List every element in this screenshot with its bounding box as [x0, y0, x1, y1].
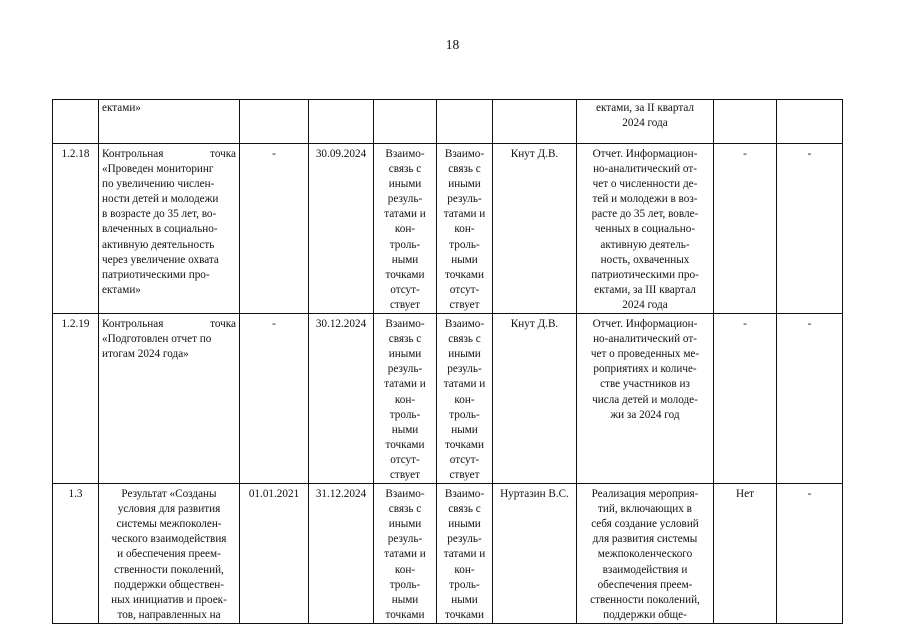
- measure-name-line: ектами»: [102, 283, 141, 296]
- successor-line: иными: [448, 178, 481, 191]
- predecessor-line: резуль-: [387, 363, 423, 376]
- predecessor-line: Взаимо-: [385, 488, 425, 501]
- predecessor-line: Взаимо-: [385, 318, 425, 331]
- row-number: 1.2.18: [53, 144, 99, 314]
- successor-line: точками: [445, 608, 484, 621]
- predecessor-line: татами и: [384, 208, 426, 221]
- result-description: [577, 144, 714, 314]
- measure-name-first-line: [102, 317, 236, 332]
- indicator-cell: -: [714, 314, 777, 484]
- successor-line: кон-: [454, 393, 475, 406]
- result-line: тей и молодежи в воз-: [592, 193, 698, 206]
- successor-line: отсут-: [449, 283, 480, 296]
- successor-line: резуль-: [447, 533, 482, 546]
- successor-line: ствует: [449, 468, 480, 481]
- start-date: -: [240, 144, 309, 314]
- measure-name-line: по увеличению числен-: [102, 178, 215, 191]
- successor-line: ными: [451, 253, 478, 266]
- result-line: ектами, за III квартал: [594, 283, 696, 296]
- predecessor-line: точками: [385, 438, 425, 451]
- predecessor-line: связь с: [388, 163, 422, 176]
- predecessor-line: точками: [385, 268, 425, 281]
- successor-line: татами и: [443, 548, 486, 561]
- table-row: [53, 144, 843, 314]
- predecessor-line: троль-: [389, 578, 421, 591]
- responsible-person: Нуртазин В.С.: [493, 484, 577, 624]
- successor-link: [437, 314, 493, 484]
- predecessor-line: татами и: [384, 548, 426, 561]
- measure-name: [99, 314, 240, 484]
- measure-name-line: ектами»: [102, 102, 141, 114]
- result-description: [577, 484, 714, 624]
- indicator-cell: -: [714, 144, 777, 314]
- predecessor-link: [374, 314, 437, 484]
- result-line: ность, охваченных: [600, 253, 690, 266]
- result-line: себя создание условий: [591, 518, 699, 531]
- measure-name-line: «Подготовлен отчет по: [102, 333, 212, 346]
- successor-line: троль-: [449, 408, 480, 421]
- measure-name-line: через увеличение охвата: [102, 253, 219, 266]
- measure-name: [99, 100, 240, 144]
- result-line: для развития системы: [592, 533, 698, 546]
- predecessor-line: троль-: [389, 238, 421, 251]
- predecessor-line: Взаимо-: [385, 148, 425, 160]
- successor-line: точками: [445, 438, 484, 451]
- predecessor-line: иными: [388, 178, 422, 191]
- table-row: [53, 484, 843, 624]
- successor-line: связь с: [448, 503, 481, 516]
- predecessor-line: связь с: [388, 503, 422, 516]
- control-points-table: [52, 99, 843, 624]
- predecessor-link: [374, 100, 437, 144]
- responsible-person: Кнут Д.В.: [493, 144, 577, 314]
- measure-name-line: системы межпоколен-: [116, 518, 222, 531]
- predecessor-line: резуль-: [387, 533, 423, 546]
- result-line: обеспечения преем-: [597, 578, 693, 591]
- predecessor-line: отсут-: [390, 453, 420, 466]
- result-line: ченных в социально-: [594, 223, 696, 236]
- successor-line: татами и: [443, 378, 486, 391]
- measure-name-line: Результат «Созданы: [121, 488, 217, 501]
- result-line: жи за 2024 год: [610, 408, 680, 421]
- start-date: [240, 100, 309, 144]
- successor-line: ствует: [449, 298, 480, 311]
- measure-name-line: ческого взаимодействия: [111, 533, 227, 546]
- measure-name-word: Контрольная: [102, 318, 164, 331]
- measure-name-line: итогам 2024 года»: [102, 348, 189, 361]
- result-description: [577, 314, 714, 484]
- predecessor-line: кон-: [394, 393, 416, 406]
- successor-line: троль-: [449, 238, 480, 251]
- responsible-person: Кнут Д.В.: [493, 314, 577, 484]
- predecessor-line: связь с: [388, 333, 422, 346]
- measure-name-line: активную деятельность: [102, 238, 215, 251]
- table-row: [53, 100, 843, 144]
- predecessor-line: ными: [391, 253, 419, 266]
- result-line: но-аналитический от-: [593, 333, 697, 346]
- start-date: 01.01.2021: [240, 484, 309, 624]
- row-number: 1.2.19: [53, 314, 99, 484]
- result-line: 2024 года: [622, 298, 668, 311]
- successor-line: ными: [451, 423, 478, 436]
- successor-line: иными: [448, 518, 481, 531]
- measure-name-word: точка: [210, 148, 236, 160]
- predecessor-line: резуль-: [387, 193, 423, 206]
- successor-line: кон-: [454, 223, 475, 236]
- end-date: 30.12.2024: [309, 314, 374, 484]
- measure-name-first-line: [102, 147, 236, 162]
- successor-link: [437, 144, 493, 314]
- successor-link: [437, 100, 493, 144]
- successor-line: связь с: [448, 163, 481, 176]
- measure-name: [99, 144, 240, 314]
- measure-name-line: в возрасте до 35 лет, во-: [102, 208, 217, 221]
- measure-name-line: патриотическими про-: [102, 268, 210, 281]
- result-line: патриотическими про-: [591, 268, 699, 281]
- result-line: Отчет. Информацион-: [592, 148, 698, 160]
- predecessor-line: точками: [385, 608, 425, 621]
- result-line: Реализация мероприя-: [591, 488, 699, 501]
- result-line: чет о проведенных ме-: [590, 348, 700, 361]
- predecessor-link: [374, 484, 437, 624]
- successor-line: Взаимо-: [444, 148, 485, 160]
- successor-line: резуль-: [447, 363, 482, 376]
- successor-link: [437, 484, 493, 624]
- end-date: 30.09.2024: [309, 144, 374, 314]
- result-line: 2024 года: [622, 117, 668, 130]
- measure-name-line: ственности поколений,: [114, 563, 224, 576]
- result-line: чет о численности де-: [592, 178, 698, 191]
- start-date: -: [240, 314, 309, 484]
- result-line: взаимодействия и: [602, 563, 688, 576]
- predecessor-line: кон-: [394, 223, 416, 236]
- successor-line: резуль-: [447, 193, 482, 206]
- successor-line: точками: [445, 268, 484, 281]
- result-description: [577, 100, 714, 144]
- predecessor-line: троль-: [389, 408, 421, 421]
- successor-line: связь с: [448, 333, 481, 346]
- measure-name-line: «Проведен мониторинг: [102, 163, 214, 176]
- result-line: тий, включающих в: [598, 503, 692, 516]
- result-line: ственности поколений,: [590, 593, 700, 606]
- successor-line: троль-: [449, 578, 480, 591]
- predecessor-line: иными: [388, 518, 422, 531]
- measure-name: [99, 484, 240, 624]
- result-line: поддержки обще-: [603, 608, 687, 621]
- predecessor-line: ствует: [389, 298, 421, 311]
- measure-name-line: влеченных в социально-: [102, 223, 218, 236]
- predecessor-line: татами и: [384, 378, 426, 391]
- predecessor-line: ными: [391, 593, 419, 606]
- table-row: [53, 314, 843, 484]
- note-cell: -: [777, 484, 843, 624]
- successor-line: татами и: [443, 208, 486, 221]
- successor-line: отсут-: [449, 453, 480, 466]
- responsible-person: [493, 100, 577, 144]
- row-number: [53, 100, 99, 144]
- row-number: 1.3: [53, 484, 99, 624]
- successor-line: Взаимо-: [444, 318, 485, 331]
- measure-name-line: тов, направленных на: [117, 608, 221, 621]
- predecessor-line: кон-: [394, 563, 416, 576]
- measure-name-line: и обеспечения преем-: [117, 548, 221, 561]
- successor-line: иными: [448, 348, 481, 361]
- predecessor-link: [374, 144, 437, 314]
- predecessor-line: отсут-: [390, 283, 420, 296]
- predecessor-line: ствует: [389, 468, 421, 481]
- successor-line: ными: [451, 593, 478, 606]
- result-line: активную деятель-: [600, 238, 690, 251]
- successor-line: кон-: [454, 563, 475, 576]
- measure-name-line: ности детей и молодежи: [102, 193, 219, 206]
- result-line: стве участников из: [600, 378, 690, 391]
- result-line: ектами, за II квартал: [596, 102, 694, 114]
- predecessor-line: ными: [391, 423, 419, 436]
- end-date: 31.12.2024: [309, 484, 374, 624]
- result-line: расте до 35 лет, вовле-: [591, 208, 699, 221]
- note-cell: [777, 100, 843, 144]
- end-date: [309, 100, 374, 144]
- result-line: Отчет. Информацион-: [592, 318, 698, 331]
- measure-name-word: точка: [210, 318, 236, 331]
- successor-line: Взаимо-: [444, 488, 485, 501]
- measure-name-line: условия для развития: [117, 503, 221, 516]
- note-cell: -: [777, 314, 843, 484]
- indicator-cell: Нет: [714, 484, 777, 624]
- note-cell: -: [777, 144, 843, 314]
- measure-name-line: поддержки обществен-: [113, 578, 225, 591]
- result-line: межпоколенческого: [597, 548, 693, 561]
- result-line: роприятиях и количе-: [593, 363, 697, 376]
- measure-name-line: ных инициатив и проек-: [111, 593, 227, 606]
- predecessor-line: иными: [388, 348, 422, 361]
- result-line: но-аналитический от-: [593, 163, 697, 176]
- result-line: числа детей и молоде-: [592, 393, 698, 406]
- page-number: 18: [445, 37, 460, 52]
- indicator-cell: [714, 100, 777, 144]
- measure-name-word: Контрольная: [102, 148, 164, 160]
